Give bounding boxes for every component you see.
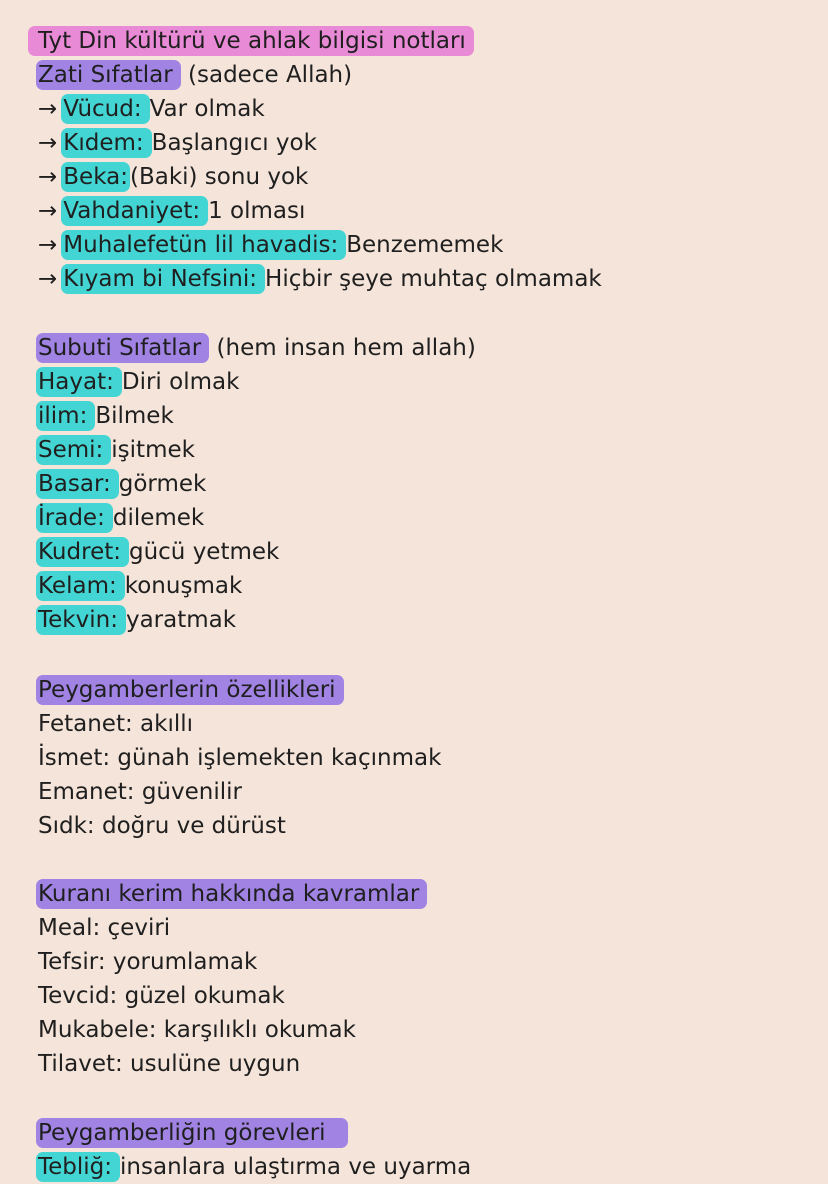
zati-term: Kıdem: [61, 128, 151, 158]
arrow-icon: → [38, 96, 58, 122]
gorev-item [38, 1152, 471, 1182]
zati-def: 1 olması [208, 198, 306, 224]
zati-term: Kıyam bi Nefsini: [61, 264, 265, 294]
zati-term: Vahdaniyet: [61, 196, 208, 226]
kuran-item: Tilavet: usulüne uygun [38, 1051, 301, 1077]
ozellik-item: Emanet: güvenilir [38, 779, 242, 805]
kuran-item: Tefsir: yorumlamak [38, 949, 258, 975]
subuti-item [38, 503, 204, 533]
ozellik-item: İsmet: günah işlemekten kaçınmak [38, 745, 442, 771]
zati-item [38, 162, 308, 192]
subuti-term: Kelam: [36, 571, 125, 601]
zati-def: Hiçbir şeye muhtaç olmamak [265, 266, 602, 292]
kuran-heading: Kuranı kerim hakkında kavramlar [36, 879, 427, 909]
title-highlight: Tyt Din kültürü ve ahlak bilgisi notları [28, 26, 474, 56]
ozellik-item: Sıdk: doğru ve dürüst [38, 813, 286, 839]
zati-def: Başlangıcı yok [151, 130, 317, 156]
kuran-item: Tevcid: güzel okumak [38, 983, 285, 1009]
subuti-item [38, 401, 174, 431]
subuti-term: Semi: [36, 435, 111, 465]
zati-item [38, 196, 305, 226]
subuti-item [38, 435, 195, 465]
gorev-heading-line [38, 1118, 348, 1148]
subuti-term: Basar: [36, 469, 119, 499]
kuran-item: Mukabele: karşılıklı okumak [38, 1017, 356, 1043]
subuti-heading: Subuti Sıfatlar [36, 333, 209, 363]
zati-note: (sadece Allah) [188, 62, 353, 88]
zati-term: Muhalefetün lil havadis: [61, 230, 346, 260]
zati-heading-line [38, 60, 352, 90]
subuti-term: İrade: [36, 503, 113, 533]
zati-def: Var olmak [149, 96, 265, 122]
subuti-term: ilim: [36, 401, 95, 431]
subuti-def: görmek [118, 471, 207, 497]
subuti-item [38, 367, 239, 397]
zati-item [38, 128, 317, 158]
arrow-icon: → [38, 266, 58, 292]
ozellik-item: Fetanet: akıllı [38, 711, 194, 737]
zati-heading: Zati Sıfatlar [36, 60, 181, 90]
subuti-def: işitmek [111, 437, 195, 463]
arrow-icon: → [38, 198, 58, 224]
subuti-note: (hem insan hem allah) [216, 335, 476, 361]
subuti-def: dilemek [112, 505, 205, 531]
subuti-def: Diri olmak [121, 369, 240, 395]
subuti-term: Tekvin: [36, 605, 126, 635]
zati-def: Benzememek [346, 232, 504, 258]
ozellik-heading-line [38, 675, 344, 705]
gorev-def: insanlara ulaştırma ve uyarma [120, 1154, 472, 1180]
zati-item [38, 264, 602, 294]
subuti-heading-line [38, 333, 476, 363]
arrow-icon: → [38, 232, 58, 258]
zati-item [38, 230, 503, 260]
kuran-item: Meal: çeviri [38, 915, 171, 941]
subuti-def: yaratmak [125, 607, 237, 633]
page-title [30, 26, 474, 56]
subuti-term: Kudret: [36, 537, 129, 567]
zati-item [38, 94, 265, 124]
subuti-def: gücü yetmek [128, 539, 280, 565]
arrow-icon: → [38, 164, 58, 190]
kuran-heading-line [38, 879, 427, 909]
subuti-def: konuşmak [124, 573, 243, 599]
ozellik-heading: Peygamberlerin özellikleri [36, 675, 344, 705]
subuti-item [38, 469, 206, 499]
subuti-def: Bilmek [95, 403, 174, 429]
arrow-icon: → [38, 130, 58, 156]
zati-def: (Baki) sonu yok [129, 164, 309, 190]
zati-term: Beka: [63, 164, 128, 190]
gorev-term: Tebliğ: [36, 1152, 120, 1182]
subuti-term: Hayat: [36, 367, 122, 397]
subuti-item [38, 571, 242, 601]
gorev-heading: Peygamberliğin görevleri [36, 1118, 348, 1148]
subuti-item [38, 605, 236, 635]
subuti-item [38, 537, 279, 567]
zati-term: Vücud: [61, 94, 149, 124]
